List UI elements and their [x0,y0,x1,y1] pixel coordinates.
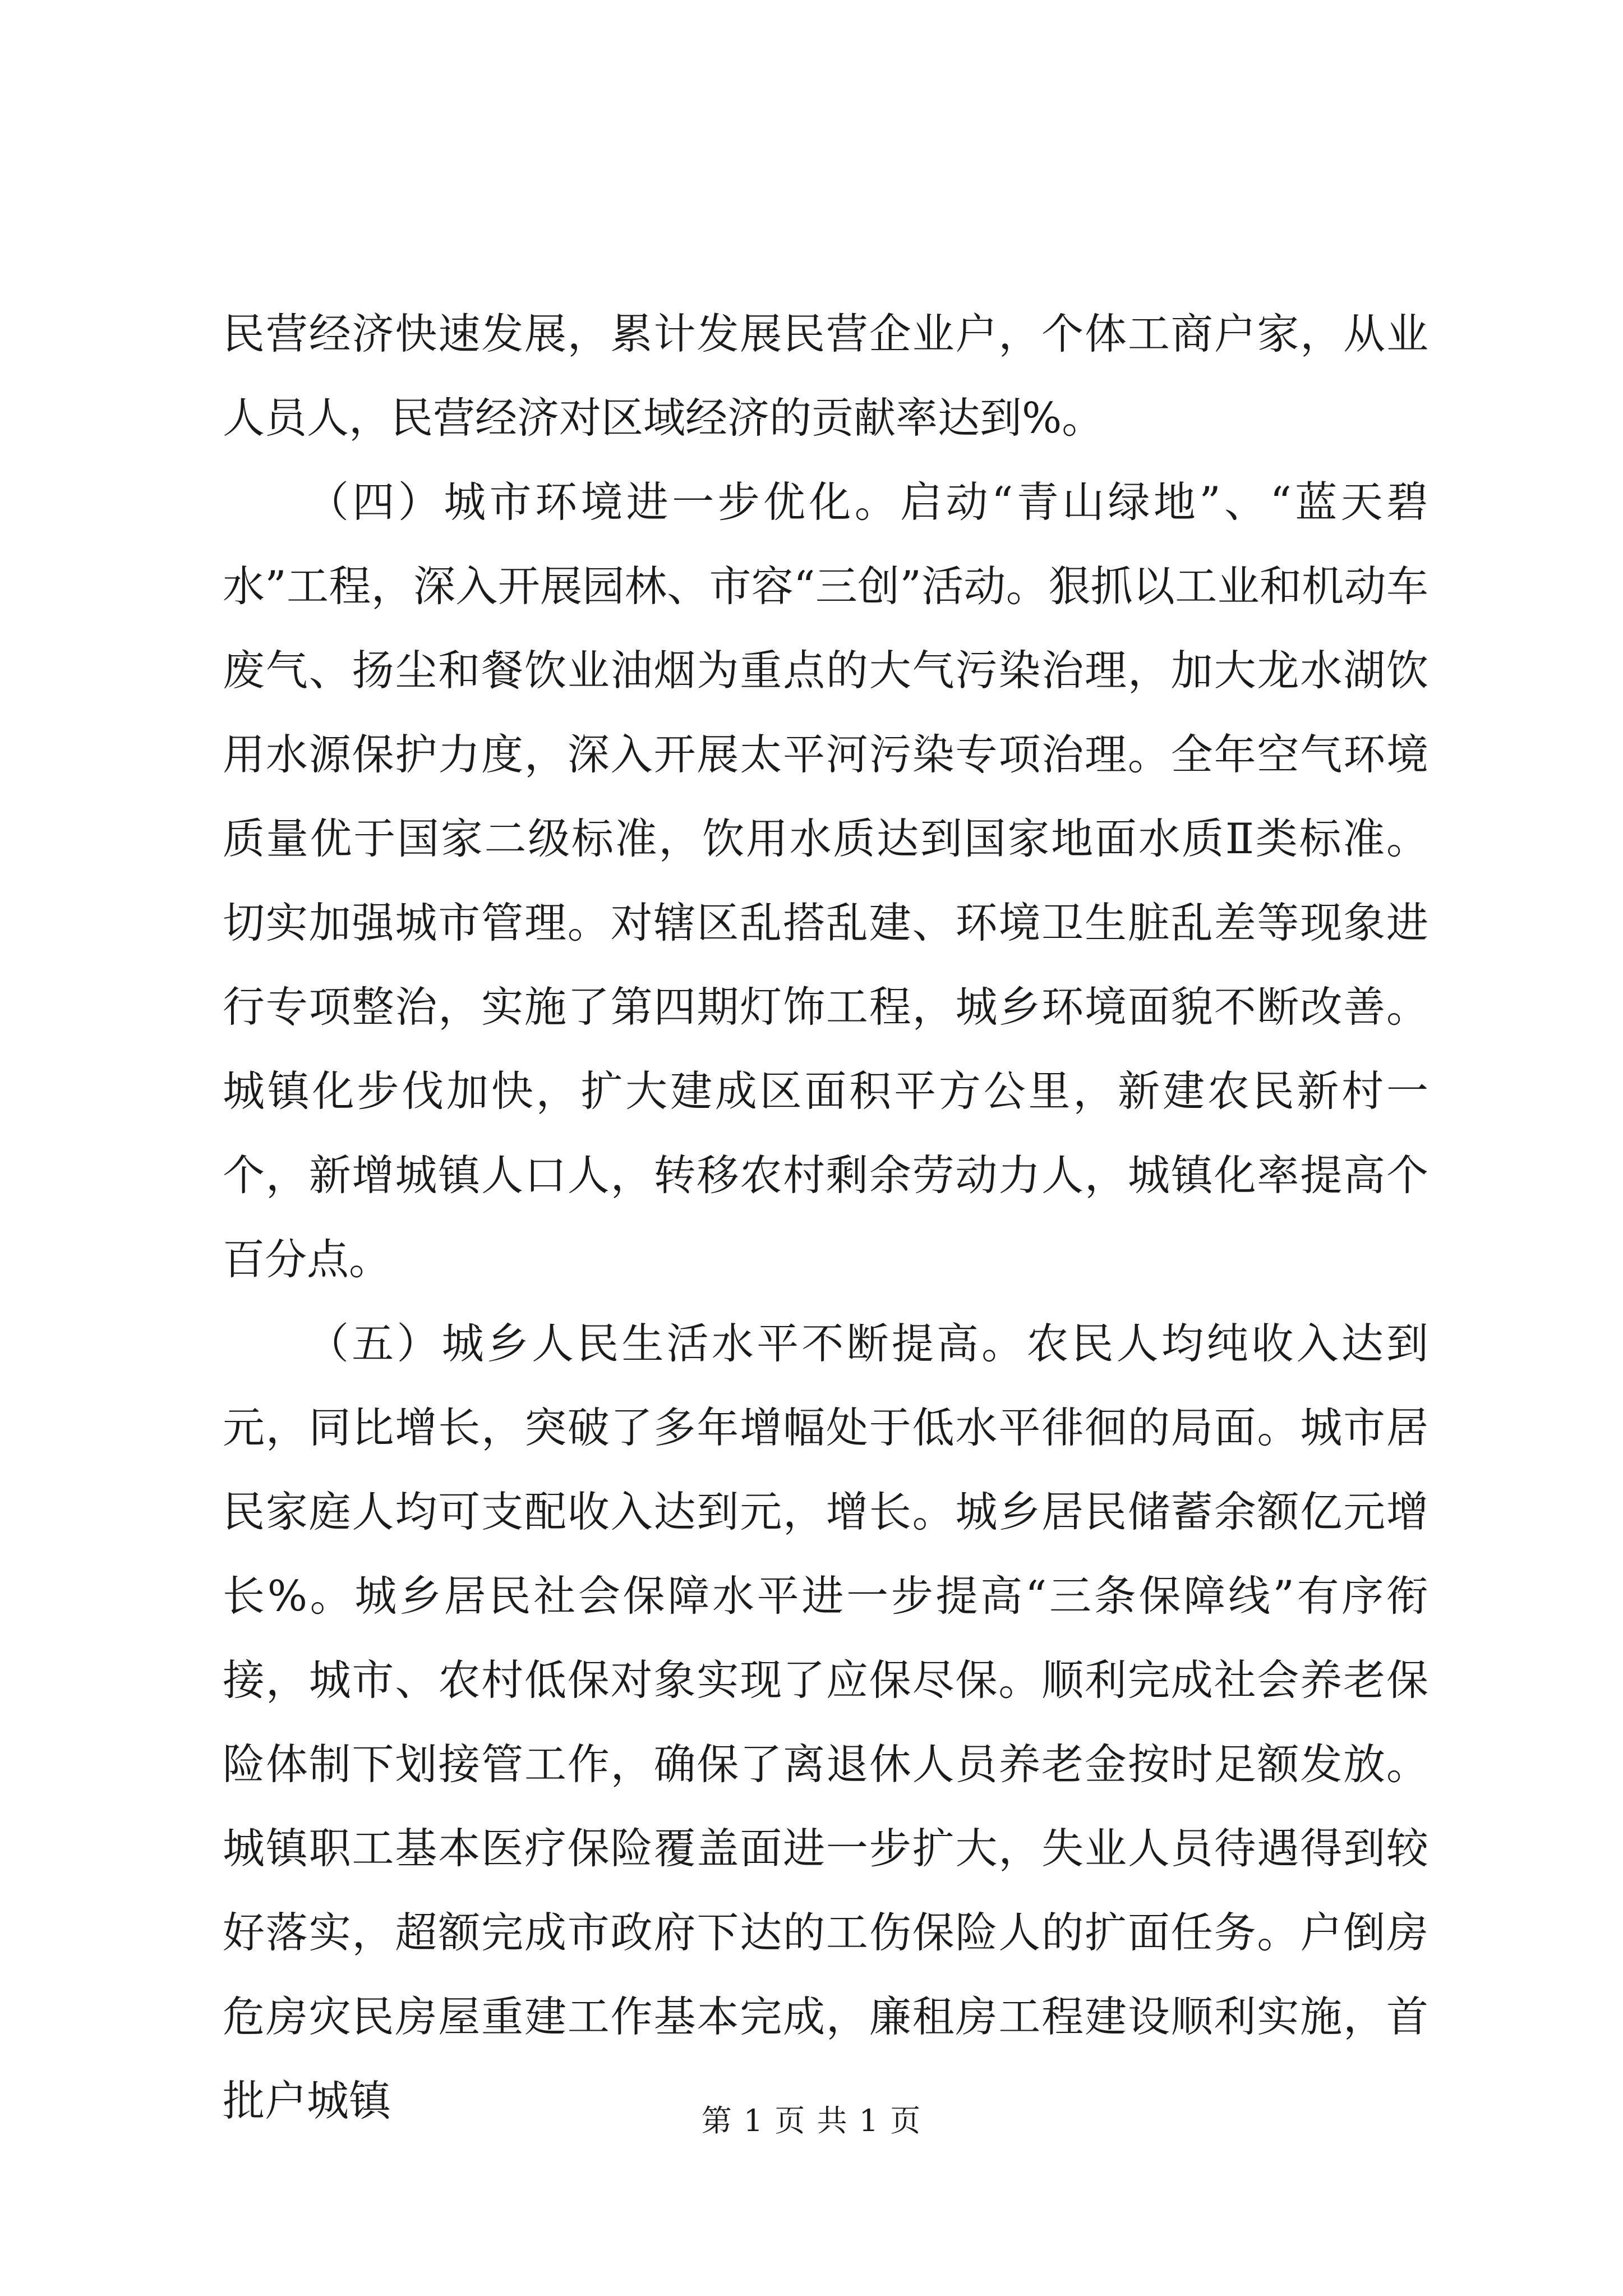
paragraph-2: （四）城市环境进一步优化。启动“青山绿地”、“蓝天碧水”工程，深入开展园林、市容“三创”活动。狠抓以工业和机动车废气、扬尘和餐饮业油烟为重点的大气污染治理，加大龙水湖饮用水源保护力度，深入开展太平河污染专项治理。全年空气环境质量优于国家二级标准，饮用水质达到国家地面水质Ⅱ类标准。切实加强城市管理。对辖区乱搭乱建、环境卫生脏乱差等现象进行专项整治，实施了第四期灯饰工程，城乡环境面貌不断改善。城镇化步伐加快，扩大建成区面积平方公里，新建农民新村一个，新增城镇人口人，转移农村剩余劳动力人，城镇化率提高个百分点。 [223,477,1428,1284]
document-body [223,292,1428,2143]
paragraph-3: （五）城乡人民生活水平不断提高。农民人均纯收入达到元，同比增长，突破了多年增幅处于低水平徘徊的局面。城市居民家庭人均可支配收入达到元，增长。城乡居民储蓄余额亿元增长%。城乡居民社会保障水平进一步提高“三条保障线”有序衔接，城市、农村低保对象实现了应保尽保。顺利完成社会养老保险体制下划接管工作，确保了离退休人员养老金按时足额发放。城镇职工基本医疗保险覆盖面进一步扩大，失业人员待遇得到较好落实，超额完成市政府下达的工伤保险人的扩面任务。户倒房危房灾民房屋重建工作基本完成，廉租房工程建设顺利实施，首批户城镇 [223,1319,1428,2125]
paragraph-1: 民营经济快速发展，累计发展民营企业户，个体工商户家，从业人员人，民营经济对区域经济的贡献率达到%。 [223,309,1428,443]
page-footer: 第 1 页 共 1 页 [701,2103,922,2138]
